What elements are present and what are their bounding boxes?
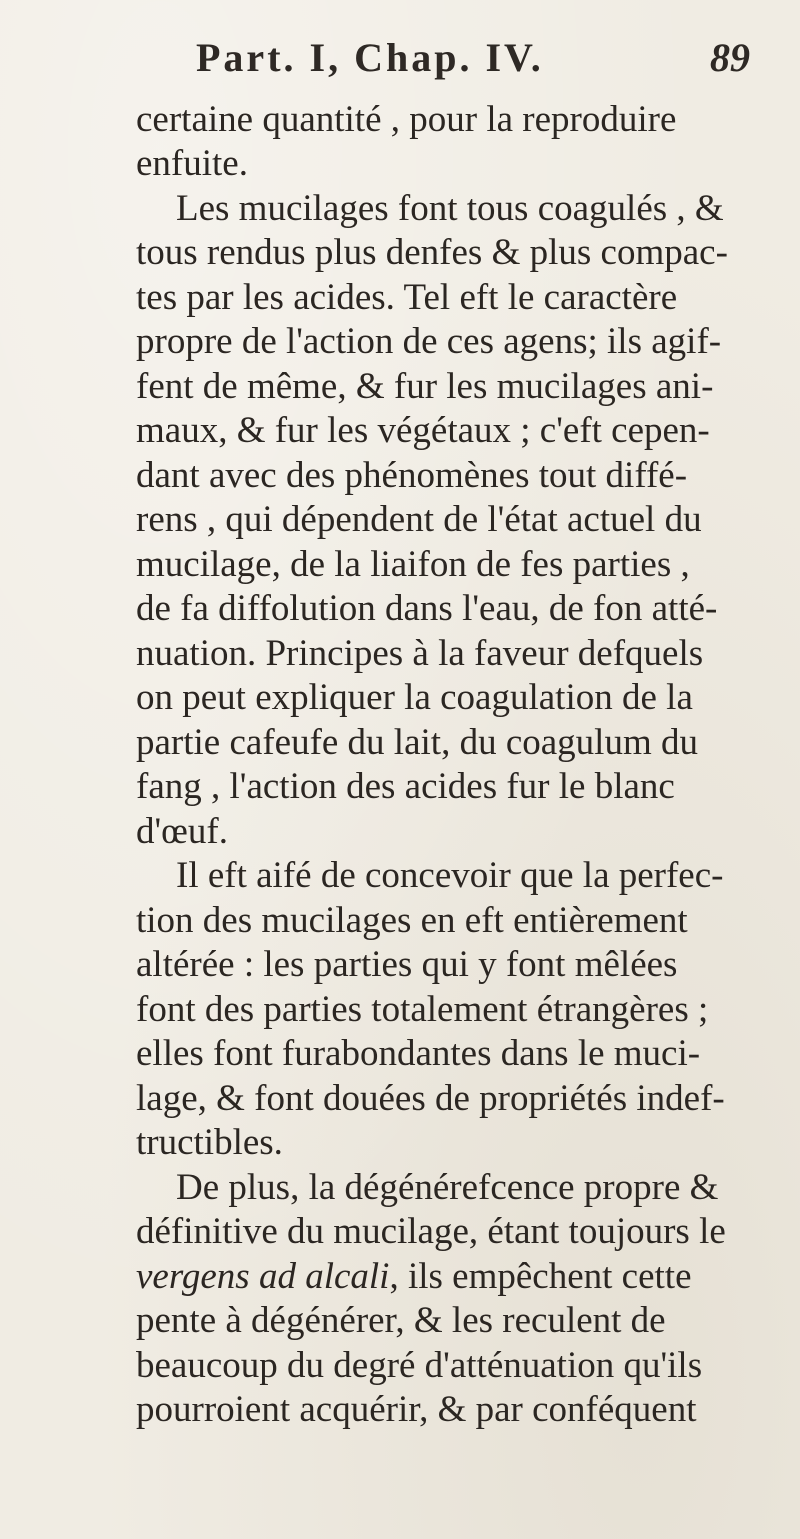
italic-phrase: vergens ad alcali <box>136 1256 390 1297</box>
page-number: 89 <box>710 35 750 80</box>
text-line: font des parties totalement étrangères ; <box>136 989 709 1030</box>
text-line: beaucoup du degré d'atténuation qu'ils <box>136 1345 703 1386</box>
text-line: mucilage, de la liaifon de fes parties , <box>136 544 690 585</box>
text-line: pente à dégénérer, & les reculent de <box>136 1300 666 1341</box>
text-line: pourroient acquérir, & par conféquent <box>136 1389 697 1430</box>
text-line: définitive du mucilage, étant toujours le <box>136 1211 726 1252</box>
text-line: enfuite. <box>136 143 248 184</box>
text-line: maux, & fur les végétaux ; c'eft cepen- <box>136 410 710 451</box>
text-line: tous rendus plus denfes & plus compac- <box>136 232 728 273</box>
text-line: dant avec des phénomènes tout diffé- <box>136 455 688 496</box>
text-line: nuation. Principes à la faveur defquels <box>136 633 704 674</box>
text-line: propre de l'action de ces agens; ils agif- <box>136 321 722 362</box>
text-line: altérée : les parties qui y font mêlées <box>136 944 678 985</box>
text-line: elles font furabondantes dans le muci- <box>136 1033 701 1074</box>
text-line: partie cafeufe du lait, du coagulum du <box>136 722 698 763</box>
text-line <box>136 1255 692 1299</box>
running-header <box>0 34 800 94</box>
text-line: on peut expliquer la coagulation de la <box>136 677 693 718</box>
text-fragment: , ils empêchent cette <box>389 1256 692 1297</box>
text-line: De plus, la dégénérefcence propre & <box>176 1167 719 1208</box>
text-line: rens , qui dépendent de l'état actuel du <box>136 499 702 540</box>
text-line: tion des mucilages en eft entièrement <box>136 900 688 941</box>
text-line: certaine quantité , pour la reproduire <box>136 99 677 140</box>
text-line: de fa diffolution dans l'eau, de fon atté- <box>136 588 718 629</box>
text-line: tructibles. <box>136 1122 283 1163</box>
text-line: tes par les acides. Tel eft le caractère <box>136 277 678 318</box>
text-line: Il eft aifé de concevoir que la perfec- <box>176 855 724 896</box>
text-line: lage, & font douées de propriétés indef- <box>136 1078 725 1119</box>
text-line: Les mucilages font tous coagulés , & <box>176 188 724 229</box>
text-line: fang , l'action des acides fur le blanc <box>136 766 675 807</box>
text-line: d'œuf. <box>136 811 228 852</box>
header-title: Part. I, Chap. IV. <box>196 35 544 80</box>
text-line: fent de même, & fur les mucilages ani- <box>136 366 714 407</box>
